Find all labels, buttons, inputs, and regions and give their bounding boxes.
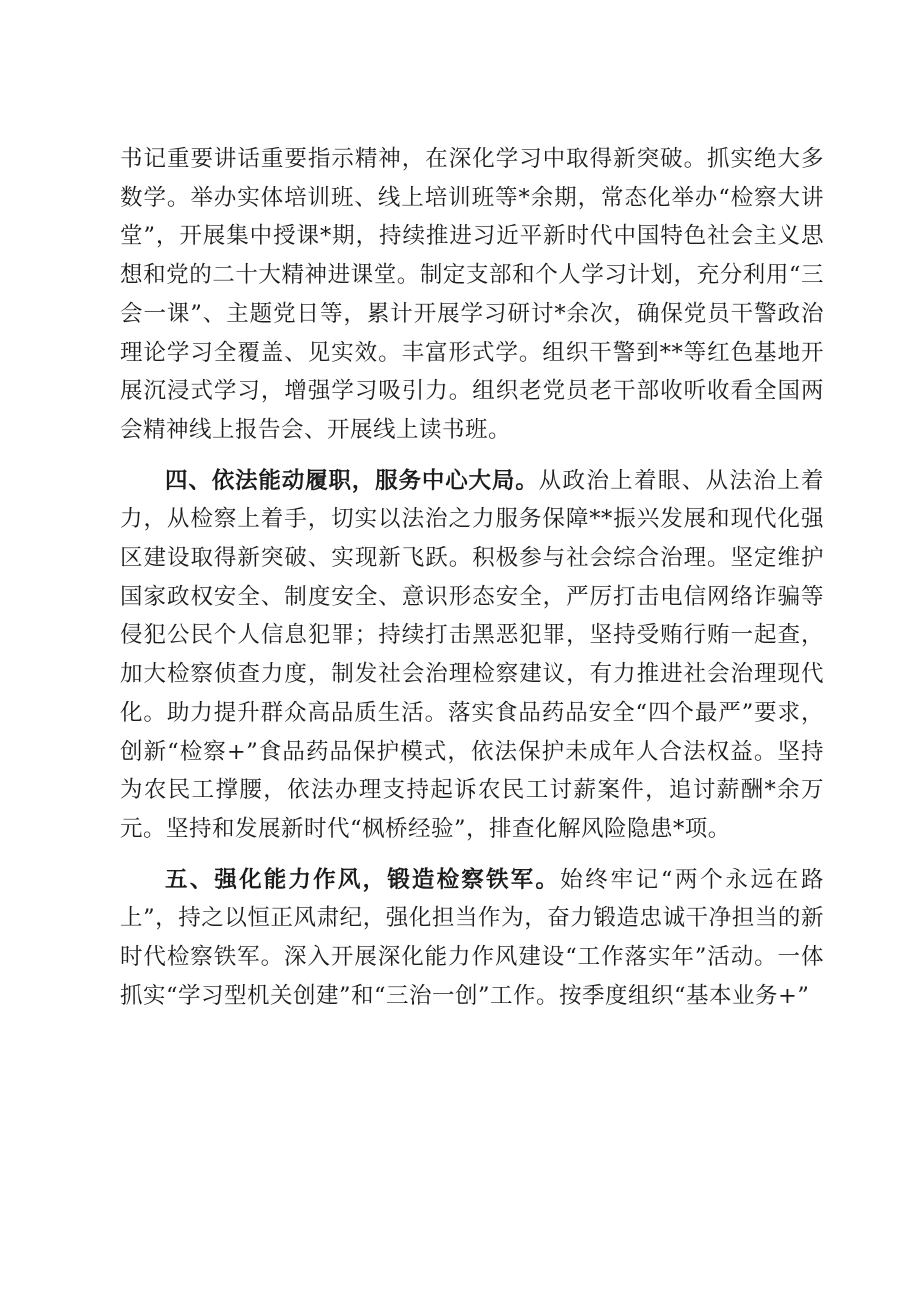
section-four-heading: 四、依法能动履职，服务中心大局。 — [165, 467, 539, 494]
section-four-text: 从政治上着眼、从法治上着力，从检察上着手，切实以法治之力服务保障**振兴发展和现代化强区建设取得新突破、实现新飞跃。积极参与社会综合治理。坚定维护国家政权安全、制度安全、意识形态安全，严厉打击电信网络诈骗等侵犯公民个人信息犯罪；持续打击黑恶犯罪，坚持受贿行贿一起查，加大检察侦查力度，制发社会治理检察建议，有力推进社会治理现代化。助力提升群众高品质生活。落实食品药品安全“四个最严”要求，创新“检察+”食品药品保护模式，依法保护未成年人合法权益。坚持为农民工撑腰，依法办理支持起诉农民工讨薪案件，追讨薪酬*余万元。坚持和发展新时代“枫桥经验”，排查化解风险隐患*项。 — [120, 467, 824, 842]
section-five-heading: 五、强化能力作风，锻造检察铁军。 — [165, 866, 561, 893]
paragraph-section-five — [120, 861, 824, 1016]
document-body — [120, 140, 824, 1027]
paragraph-study-text: 书记重要讲话重要指示精神，在深化学习中取得新突破。抓实绝大多数学。举办实体培训班、线上培训班等*余期，常态化举办“检察大讲堂”，开展集中授课*期，持续推进习近平新时代中国特色社会主义思想和党的二十大精神进课堂。制定支部和个人学习计划，充分利用“三会一课”、主题党日等，累计开展学习研讨*余次，确保党员干警政治理论学习全覆盖、见实效。丰富形式学。组织干警到**等红色基地开展沉浸式学习，增强学习吸引力。组织老党员老干部收听收看全国两会精神线上报告会、开展线上读书班。 — [120, 146, 824, 443]
paragraph-study — [120, 140, 824, 450]
paragraph-section-four — [120, 462, 824, 849]
section-five-text: 始终牢记“两个永远在路上”，持之以恒正风肃纪，强化担当作为，奋力锻造忠诚干净担当的新时代检察铁军。深入开展深化能力作风建设“工作落实年”活动。一体抓实“学习型机关创建”和“三治一创”工作。按季度组织“基本业务+” — [120, 866, 824, 1009]
